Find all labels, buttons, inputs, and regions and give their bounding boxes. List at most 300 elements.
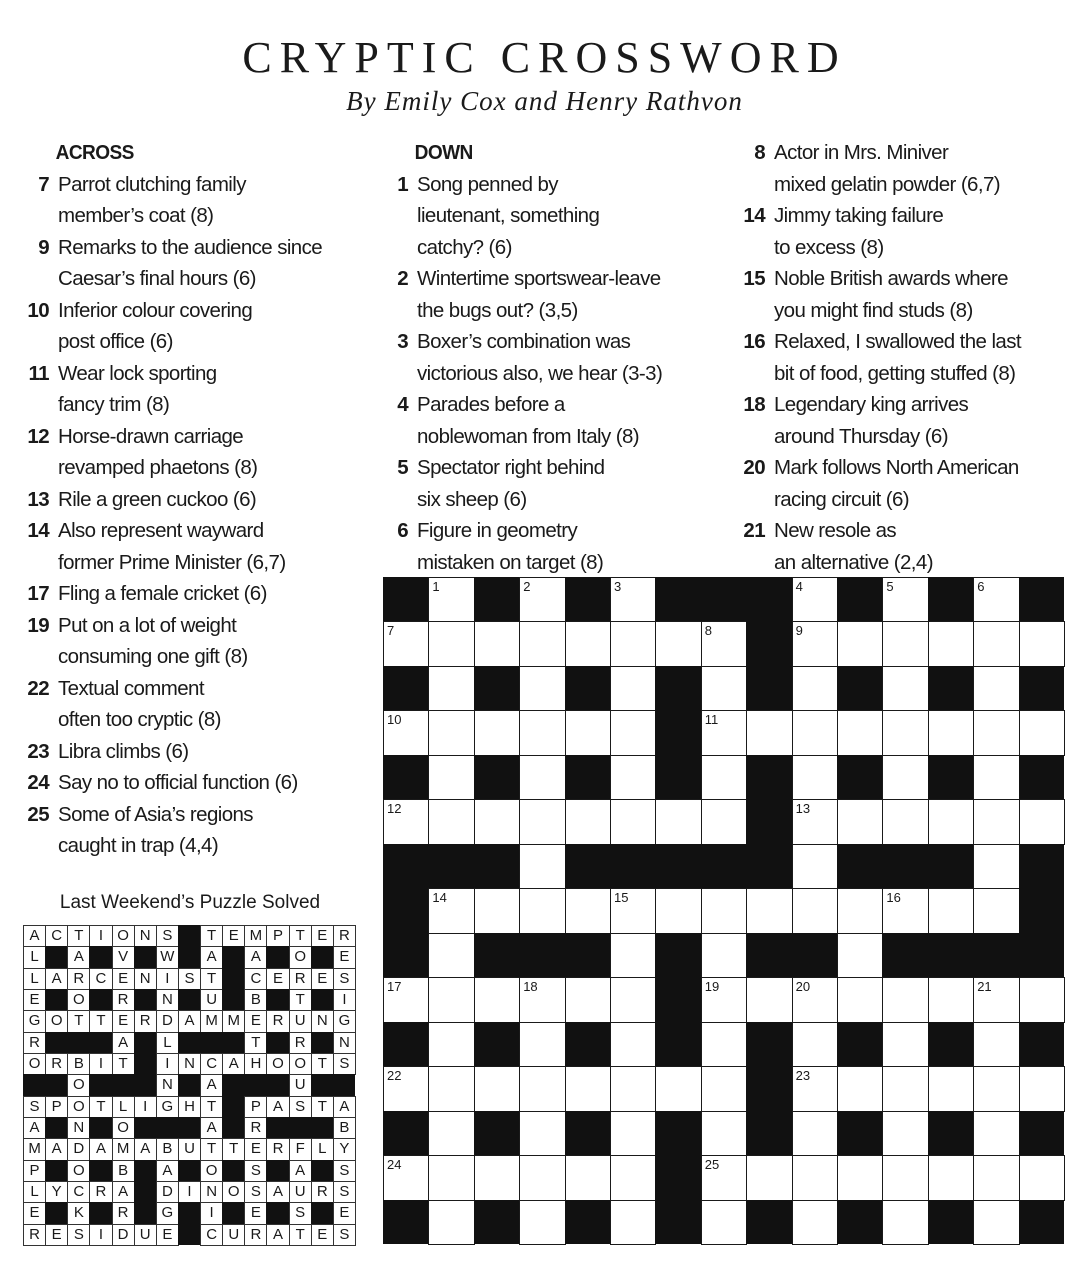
grid-cell[interactable] — [610, 933, 656, 978]
grid-cell[interactable] — [565, 621, 611, 666]
grid-cell[interactable] — [428, 933, 474, 978]
grid-cell[interactable] — [565, 977, 611, 1022]
grid-block — [655, 977, 701, 1022]
solution-cell: G — [156, 1202, 179, 1224]
grid-cell[interactable] — [973, 1155, 1019, 1200]
grid-cell[interactable] — [792, 621, 838, 666]
grid-block — [655, 666, 701, 711]
solution-cell: L — [112, 1096, 135, 1118]
grid-cell[interactable] — [519, 799, 565, 844]
grid-cell[interactable] — [383, 1066, 429, 1111]
grid-cell[interactable] — [792, 577, 838, 622]
solution-cell: U — [178, 1138, 201, 1160]
grid-cell[interactable] — [610, 799, 656, 844]
grid-block — [519, 933, 565, 978]
grid-cell[interactable] — [973, 977, 1019, 1022]
grid-cell[interactable] — [973, 799, 1019, 844]
grid-cell[interactable] — [519, 888, 565, 933]
grid-cell[interactable] — [973, 755, 1019, 800]
grid-cell[interactable] — [973, 1022, 1019, 1067]
grid-cell[interactable] — [565, 799, 611, 844]
grid-cell[interactable] — [882, 577, 928, 622]
grid-cell[interactable] — [928, 799, 974, 844]
solution-block — [134, 1117, 157, 1139]
grid-cell[interactable] — [792, 1111, 838, 1156]
grid-cell[interactable] — [882, 1022, 928, 1067]
solution-cell: A — [266, 1224, 289, 1246]
grid-cell[interactable] — [519, 710, 565, 755]
solution-block — [89, 1202, 112, 1224]
clue-down2-16 — [740, 326, 1085, 389]
grid-cell[interactable] — [565, 1155, 611, 1200]
solution-cell: C — [244, 968, 267, 990]
grid-cell[interactable] — [837, 933, 883, 978]
grid-block — [1019, 933, 1065, 978]
grid-cell[interactable] — [792, 799, 838, 844]
solution-cell: I — [333, 989, 356, 1011]
grid-cell[interactable] — [519, 977, 565, 1022]
grid-cell[interactable] — [701, 1066, 747, 1111]
clue-down-5 — [383, 452, 728, 515]
solution-cell: N — [200, 1181, 223, 1203]
clue-number: 3 — [397, 330, 408, 353]
grid-cell[interactable] — [928, 888, 974, 933]
cell-number: 10 — [387, 712, 402, 728]
grid-block — [928, 577, 974, 622]
grid-cell[interactable] — [474, 621, 520, 666]
grid-cell[interactable] — [474, 1155, 520, 1200]
solution-cell: S — [289, 1096, 312, 1118]
clue-text: the bugs out? (3,5) — [417, 298, 578, 322]
grid-cell[interactable] — [474, 888, 520, 933]
grid-cell[interactable] — [428, 1111, 474, 1156]
grid-cell[interactable] — [882, 710, 928, 755]
solution-cell: L — [23, 1181, 46, 1203]
clue-text: bit of food, getting stuffed (8) — [774, 361, 1016, 385]
grid-cell[interactable] — [474, 799, 520, 844]
grid-cell[interactable] — [1019, 710, 1065, 755]
grid-cell[interactable] — [792, 710, 838, 755]
solution-cell: Y — [333, 1138, 356, 1160]
grid-cell[interactable] — [792, 666, 838, 711]
clue-text: Remarks to the audience since — [58, 235, 323, 259]
clue-down-4 — [383, 389, 728, 452]
grid-block — [837, 666, 883, 711]
grid-cell[interactable] — [746, 977, 792, 1022]
grid-cell[interactable] — [428, 888, 474, 933]
solution-block — [134, 989, 157, 1011]
grid-cell[interactable] — [610, 666, 656, 711]
solution-block — [266, 989, 289, 1011]
clue-number: 21 — [743, 519, 765, 542]
grid-block — [746, 1022, 792, 1067]
cell-number: 16 — [886, 890, 901, 906]
grid-cell[interactable] — [837, 977, 883, 1022]
grid-block — [882, 933, 928, 978]
solution-block — [222, 968, 245, 990]
solution-cell: E — [311, 968, 334, 990]
solution-cell: R — [45, 1053, 68, 1075]
solution-cell: R — [244, 1117, 267, 1139]
clue-text: Libra climbs (6) — [58, 739, 189, 763]
solution-cell: T — [89, 1010, 112, 1032]
grid-cell[interactable] — [973, 844, 1019, 889]
clue-text: Legendary king arrives — [774, 393, 969, 416]
solution-cell: M — [200, 1010, 223, 1032]
down-clues — [383, 137, 728, 578]
clue-text: you might find studs (8) — [774, 298, 973, 322]
clue-text: Wear lock sporting — [58, 361, 217, 385]
grid-cell[interactable] — [746, 1155, 792, 1200]
grid-cell[interactable] — [474, 710, 520, 755]
solution-block — [266, 1117, 289, 1139]
grid-cell[interactable] — [882, 755, 928, 800]
grid-cell[interactable] — [610, 577, 656, 622]
grid-cell[interactable] — [565, 1066, 611, 1111]
cell-number: 17 — [387, 979, 402, 995]
grid-cell[interactable] — [610, 888, 656, 933]
grid-cell[interactable] — [519, 577, 565, 622]
grid-block — [383, 844, 429, 889]
solution-cell: S — [333, 1224, 356, 1246]
grid-cell[interactable] — [701, 888, 747, 933]
solution-cell: T — [67, 1010, 90, 1032]
grid-cell[interactable] — [1019, 1155, 1065, 1200]
grid-block — [837, 755, 883, 800]
solution-cell: A — [67, 946, 90, 968]
solution-block — [178, 1202, 201, 1224]
clue-text: former Prime Minister (6,7) — [58, 550, 286, 574]
clue-down-3 — [383, 326, 728, 389]
grid-block — [428, 844, 474, 889]
solution-cell: I — [156, 968, 179, 990]
grid-cell[interactable] — [610, 1200, 656, 1245]
solution-cell: S — [289, 1202, 312, 1224]
grid-cell[interactable] — [1019, 799, 1065, 844]
grid-cell[interactable] — [701, 1200, 747, 1245]
grid-cell[interactable] — [973, 577, 1019, 622]
grid-cell[interactable] — [519, 1111, 565, 1156]
grid-cell[interactable] — [383, 977, 429, 1022]
clue-text: six sheep (6) — [417, 487, 527, 511]
grid-block — [792, 933, 838, 978]
grid-cell[interactable] — [610, 1022, 656, 1067]
grid-cell[interactable] — [701, 1111, 747, 1156]
clue-down2-15 — [740, 263, 1085, 326]
cell-number: 12 — [387, 801, 402, 817]
grid-cell[interactable] — [428, 621, 474, 666]
grid-cell[interactable] — [973, 888, 1019, 933]
cell-number: 22 — [387, 1068, 402, 1084]
grid-cell[interactable] — [792, 888, 838, 933]
grid-cell[interactable] — [610, 755, 656, 800]
grid-cell[interactable] — [610, 1155, 656, 1200]
cell-number: 20 — [795, 979, 811, 995]
grid-cell[interactable] — [655, 799, 701, 844]
solution-cell: O — [200, 1160, 223, 1182]
grid-cell[interactable] — [474, 977, 520, 1022]
grid-cell[interactable] — [383, 621, 429, 666]
solution-cell: N — [134, 968, 157, 990]
grid-cell[interactable] — [610, 1066, 656, 1111]
solution-block — [89, 1032, 112, 1054]
grid-cell[interactable] — [792, 1066, 838, 1111]
grid-cell[interactable] — [882, 888, 928, 933]
cell-number: 25 — [704, 1157, 720, 1173]
grid-cell[interactable] — [701, 755, 747, 800]
grid-cell[interactable] — [973, 1111, 1019, 1156]
clue-text: Put on a lot of weight — [58, 613, 237, 637]
grid-cell[interactable] — [1019, 977, 1065, 1022]
grid-cell[interactable] — [928, 710, 974, 755]
grid-cell[interactable] — [973, 1066, 1019, 1111]
grid-cell[interactable] — [428, 710, 474, 755]
grid-cell[interactable] — [428, 1200, 474, 1245]
grid-cell[interactable] — [882, 666, 928, 711]
grid-cell[interactable] — [701, 1022, 747, 1067]
grid-block — [565, 933, 611, 978]
grid-cell[interactable] — [1019, 1066, 1065, 1111]
grid-cell[interactable] — [792, 977, 838, 1022]
grid-cell[interactable] — [928, 1066, 974, 1111]
grid-cell[interactable] — [519, 1155, 565, 1200]
clue-number: 10 — [27, 298, 49, 322]
grid-cell[interactable] — [973, 1200, 1019, 1245]
solution-cell: O — [112, 925, 135, 947]
grid-cell[interactable] — [792, 1022, 838, 1067]
grid-cell[interactable] — [701, 666, 747, 711]
solution-block — [178, 1117, 201, 1139]
solution-block — [222, 989, 245, 1011]
solution-cell: I — [89, 1224, 112, 1246]
clue-across-14 — [24, 515, 379, 578]
cell-number: 2 — [523, 579, 531, 594]
grid-cell[interactable] — [837, 888, 883, 933]
solution-cell: F — [289, 1138, 312, 1160]
grid-cell[interactable] — [882, 1111, 928, 1156]
solution-block — [178, 1160, 201, 1182]
solution-block — [45, 946, 68, 968]
solution-block — [222, 1032, 245, 1054]
grid-cell[interactable] — [973, 710, 1019, 755]
grid-cell[interactable] — [519, 621, 565, 666]
grid-cell[interactable] — [973, 666, 1019, 711]
grid-block — [701, 844, 747, 889]
grid-block — [383, 577, 429, 622]
grid-cell[interactable] — [383, 1155, 429, 1200]
grid-cell[interactable] — [428, 755, 474, 800]
grid-cell[interactable] — [792, 844, 838, 889]
solution-block — [178, 1224, 201, 1246]
solution-block — [89, 1074, 112, 1096]
solution-block — [89, 989, 112, 1011]
grid-cell[interactable] — [882, 621, 928, 666]
solution-cell: R — [134, 1010, 157, 1032]
cell-number: 21 — [977, 979, 992, 995]
solution-block — [178, 946, 201, 968]
grid-cell[interactable] — [701, 977, 747, 1022]
solution-block — [200, 1032, 223, 1054]
grid-block — [655, 1155, 701, 1200]
solution-block — [311, 1202, 334, 1224]
clue-down-2 — [383, 263, 728, 326]
grid-cell[interactable] — [519, 844, 565, 889]
grid-block — [746, 1066, 792, 1111]
clue-across-13 — [24, 484, 379, 516]
solution-cell: T — [112, 1053, 135, 1075]
grid-cell[interactable] — [428, 1022, 474, 1067]
grid-cell[interactable] — [1019, 621, 1065, 666]
grid-cell[interactable] — [428, 1155, 474, 1200]
grid-cell[interactable] — [882, 1155, 928, 1200]
solution-block — [45, 1202, 68, 1224]
grid-cell[interactable] — [655, 1066, 701, 1111]
grid-cell[interactable] — [610, 710, 656, 755]
solution-cell: M — [112, 1138, 135, 1160]
grid-cell[interactable] — [519, 755, 565, 800]
solution-cell: A — [156, 1160, 179, 1182]
clue-text: victorious also, we hear (3-3) — [417, 361, 663, 385]
clue-number: 14 — [27, 519, 49, 542]
solution-cell: D — [112, 1224, 135, 1246]
cell-number: 6 — [977, 579, 985, 594]
grid-cell[interactable] — [519, 1022, 565, 1067]
grid-cell[interactable] — [519, 1066, 565, 1111]
solution-cell: A — [112, 1032, 135, 1054]
grid-cell[interactable] — [882, 799, 928, 844]
grid-cell[interactable] — [610, 977, 656, 1022]
grid-cell[interactable] — [701, 621, 747, 666]
clue-text: Jimmy taking failure — [774, 204, 944, 227]
clue-number: 2 — [397, 267, 408, 290]
clue-text: caught in trap (4,4) — [58, 834, 219, 857]
cell-number: 7 — [387, 623, 395, 639]
grid-cell[interactable] — [383, 710, 429, 755]
grid-cell[interactable] — [383, 799, 429, 844]
grid-cell[interactable] — [792, 755, 838, 800]
grid-cell[interactable] — [882, 1200, 928, 1245]
grid-cell[interactable] — [701, 1155, 747, 1200]
grid-cell[interactable] — [428, 577, 474, 622]
grid-cell[interactable] — [837, 710, 883, 755]
clue-text: Also represent wayward — [58, 519, 264, 542]
clue-text: racing circuit (6) — [774, 487, 910, 511]
grid-block — [746, 666, 792, 711]
grid-cell[interactable] — [973, 621, 1019, 666]
solution-cell: L — [23, 968, 46, 990]
solution-block — [222, 1117, 245, 1139]
grid-cell[interactable] — [746, 710, 792, 755]
grid-cell[interactable] — [519, 1200, 565, 1245]
clue-text: to excess (8) — [774, 235, 884, 259]
clue-number: 8 — [754, 141, 765, 164]
solution-cell: O — [222, 1181, 245, 1203]
solution-cell: R — [289, 1032, 312, 1054]
solution-cell: K — [67, 1202, 90, 1224]
solution-block — [45, 1074, 68, 1096]
grid-cell[interactable] — [519, 666, 565, 711]
grid-cell[interactable] — [928, 977, 974, 1022]
solution-cell: A — [222, 1053, 245, 1075]
grid-cell[interactable] — [837, 621, 883, 666]
grid-cell[interactable] — [928, 1155, 974, 1200]
grid-cell[interactable] — [428, 799, 474, 844]
solution-cell: T — [311, 1053, 334, 1075]
grid-cell[interactable] — [882, 977, 928, 1022]
grid-cell[interactable] — [792, 1155, 838, 1200]
grid-cell[interactable] — [428, 1066, 474, 1111]
grid-cell[interactable] — [882, 1066, 928, 1111]
grid-cell[interactable] — [701, 933, 747, 978]
solution-cell: I — [134, 1096, 157, 1118]
solution-cell: P — [45, 1096, 68, 1118]
grid-cell[interactable] — [701, 799, 747, 844]
solution-cell: H — [178, 1096, 201, 1118]
clue-number: 5 — [397, 456, 408, 479]
clue-across-7 — [24, 169, 379, 232]
grid-cell[interactable] — [837, 1066, 883, 1111]
solution-block — [134, 1032, 157, 1054]
clue-text: Caesar’s final hours (6) — [58, 267, 256, 290]
grid-cell[interactable] — [746, 888, 792, 933]
solution-block — [134, 1181, 157, 1203]
grid-block — [383, 933, 429, 978]
grid-cell[interactable] — [928, 621, 974, 666]
grid-cell[interactable] — [428, 977, 474, 1022]
solution-block — [134, 1053, 157, 1075]
clue-text: revamped phaetons (8) — [58, 456, 258, 479]
grid-cell[interactable] — [792, 1200, 838, 1245]
grid-cell[interactable] — [610, 1111, 656, 1156]
solution-cell: P — [266, 925, 289, 947]
clue-text: consuming one gift (8) — [58, 645, 248, 668]
grid-block — [746, 577, 792, 622]
solution-block — [222, 1160, 245, 1182]
clue-text: Actor in Mrs. Miniver — [774, 141, 949, 164]
clue-text: Wintertime sportswear-leave — [417, 267, 661, 290]
clue-across-9 — [24, 232, 379, 295]
solution-cell: O — [67, 1160, 90, 1182]
solution-block — [311, 946, 334, 968]
grid-cell[interactable] — [837, 799, 883, 844]
grid-cell[interactable] — [565, 710, 611, 755]
grid-cell[interactable] — [565, 888, 611, 933]
solution-cell: R — [67, 968, 90, 990]
grid-cell[interactable] — [655, 888, 701, 933]
solution-block — [311, 989, 334, 1011]
solution-block — [266, 1160, 289, 1182]
cell-number: 24 — [387, 1157, 402, 1173]
solution-block — [266, 946, 289, 968]
grid-block — [1019, 844, 1065, 889]
solution-cell: I — [89, 925, 112, 947]
grid-cell[interactable] — [428, 666, 474, 711]
grid-cell[interactable] — [837, 1155, 883, 1200]
solution-cell: Y — [45, 1181, 68, 1203]
clue-number: 15 — [743, 267, 765, 290]
grid-cell[interactable] — [474, 1066, 520, 1111]
grid-block — [565, 1111, 611, 1156]
solution-cell: R — [333, 925, 356, 947]
solution-cell: N — [178, 1053, 201, 1075]
grid-cell[interactable] — [610, 621, 656, 666]
grid-block — [837, 1200, 883, 1245]
grid-cell[interactable] — [655, 621, 701, 666]
solution-cell: N — [311, 1010, 334, 1032]
grid-cell[interactable] — [701, 710, 747, 755]
grid-block — [746, 844, 792, 889]
solution-cell: U — [200, 989, 223, 1011]
